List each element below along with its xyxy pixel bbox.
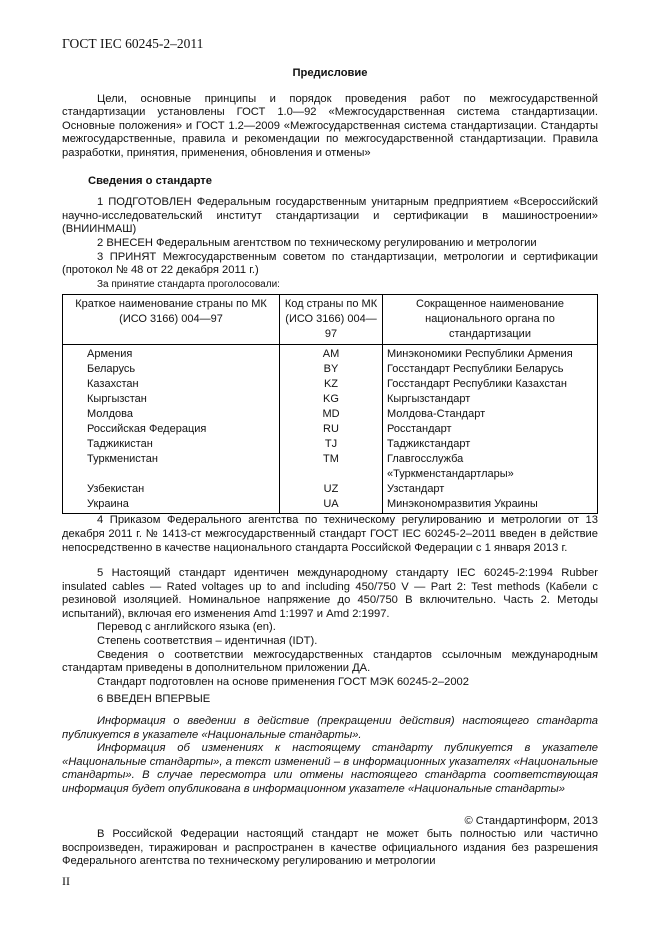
table-row [63, 392, 598, 407]
body-cell: Главгосслужба [383, 452, 598, 467]
item-5: 5 Настоящий стандарт идентичен международному стандарту IEC 60245-2:1994 Rubber insulated cables — Rated voltages up to and including 450/750 V — Part 2: Test methods (Кабели с резиновой изоляцией. Номинальное напряжение до 450/750 В включительно. Часть 2. Методы испытаний), включая его изменения Amd 1:1997 и Amd 2:1997. [62, 567, 598, 620]
header-body: Сокращенное наименование национального органа по стандартизации [383, 295, 598, 345]
code-cell: AM [280, 345, 383, 363]
body-cell: Минэкономразвития Украины [383, 497, 598, 514]
table-header-row [63, 295, 598, 345]
country-cell: Кыргызстан [63, 392, 280, 407]
code-cell: RU [280, 422, 383, 437]
document-header: ГОСТ IEC 60245-2–2011 [62, 36, 204, 51]
body-cell: «Туркменстандартлары» [383, 467, 598, 482]
page-number: II [62, 874, 70, 888]
table-row [63, 452, 598, 467]
degree-note: Степень соответствия – идентичная (IDT). [97, 635, 318, 648]
countries-table [62, 294, 598, 514]
country-cell: Туркменистан [63, 452, 280, 467]
translation-note: Перевод с английского языка (en). [97, 621, 276, 634]
notice-1: Информация о введении в действие (прекращении действия) настоящего стандарта публикуется в указателе «Национальные стандарты». [62, 715, 598, 741]
copyright-mark: © Стандартинформ, 2013 [464, 814, 598, 827]
country-cell: Украина [63, 497, 280, 514]
table-row [63, 345, 598, 363]
country-cell: Таджикистан [63, 437, 280, 452]
body-cell: Таджикстандарт [383, 437, 598, 452]
code-cell [280, 467, 383, 482]
table-row [63, 362, 598, 377]
body-cell: Кыргызстандарт [383, 392, 598, 407]
body-cell: Молдова-Стандарт [383, 407, 598, 422]
foreword-paragraph: Цели, основные принципы и порядок проведения работ по межгосударственной стандартизации установлены ГОСТ 1.0—92 «Межгосударственная система стандартизации. Основные положения» и ГОСТ 1.2—2009 «Межгосударственная система стандартизации. Стандарты межгосударственные, правила и рекомендации по межгосударственной стандартизации. Правила разработки, принятия, применения, обновления и отмены» [62, 92, 598, 159]
country-cell: Узбекистан [63, 482, 280, 497]
foreword-title: Предисловие [292, 67, 368, 79]
code-cell: KZ [280, 377, 383, 392]
body-cell: Госстандарт Республики Казахстан [383, 377, 598, 392]
table-row [63, 422, 598, 437]
code-cell: TJ [280, 437, 383, 452]
table-body [63, 345, 598, 514]
code-cell: TM [280, 452, 383, 467]
annex-note: Сведения о соответствии межгосударственных стандартов ссылочным международным стандартам приведены в дополнительном приложении ДА. [62, 648, 598, 675]
info-item-3: 3 ПРИНЯТ Межгосударственным советом по стандартизации, метрологии и сертификации (протокол № 48 от 22 декабря 2011 г.) [62, 250, 598, 277]
table-row [63, 497, 598, 514]
code-cell: KG [280, 392, 383, 407]
country-cell: Беларусь [63, 362, 280, 377]
body-cell: Росстандарт [383, 422, 598, 437]
code-cell: BY [280, 362, 383, 377]
header-country: Краткое наименование страны по МК (ИСО 3166) 004—97 [63, 295, 280, 345]
info-item-2: 2 ВНЕСЕН Федеральным агентством по техническому регулированию и метрологии [97, 236, 537, 249]
basis-note: Стандарт подготовлен на основе применения ГОСТ МЭК 60245-2–2002 [97, 675, 469, 688]
table-row [63, 437, 598, 452]
notice-2: Информация об изменениях к настоящему стандарту публикуется в указателе «Национальные стандарты», а текст изменений – в информационных указателях «Национальные стандарты». В случае пересмотра или отмены настоящего стандарта соответствующая информация будет опубликована в информационном указателе «Национальные стандарты» [62, 742, 598, 795]
country-cell: Армения [63, 345, 280, 363]
country-cell [63, 467, 280, 482]
info-item-1: 1 ПОДГОТОВЛЕН Федеральным государственным унитарным предприятием «Всероссийский научно-исследовательский институт стандартизации и сертификации в машиностроении» (ВНИИНМАШ) [62, 196, 598, 236]
voted-label: За принятие стандарта проголосовали: [97, 278, 280, 290]
item-6: 6 ВВЕДЕН ВПЕРВЫЕ [97, 693, 211, 706]
body-cell: Госстандарт Республики Беларусь [383, 362, 598, 377]
body-cell: Узстандарт [383, 482, 598, 497]
body-cell: Минэкономики Республики Армения [383, 345, 598, 363]
code-cell: UZ [280, 482, 383, 497]
page-content [62, 67, 598, 869]
country-cell: Казахстан [63, 377, 280, 392]
code-cell: MD [280, 407, 383, 422]
table-row [63, 482, 598, 497]
code-cell: UA [280, 497, 383, 514]
country-cell: Молдова [63, 407, 280, 422]
item-4: 4 Приказом Федерального агентства по техническому регулированию и метрологии от 13 декабря 2011 г. № 1413-ст межгосударственный стандарт ГОСТ IEC 60245-2–2011 введен в действие непосредственно в качестве национального стандарта Российской Федерации с 1 января 2013 г. [62, 514, 598, 554]
table-row [63, 407, 598, 422]
table-row [63, 467, 598, 482]
table-row [63, 377, 598, 392]
country-cell: Российская Федерация [63, 422, 280, 437]
copyright-text: В Российской Федерации настоящий стандарт не может быть полностью или частично воспроизведен, тиражирован и распространен в качестве официального издания без разрешения Федерального агентства по техническому регулированию и метрологии [62, 828, 598, 868]
header-code: Код страны по МК (ИСО 3166) 004—97 [280, 295, 383, 345]
info-title: Сведения о стандарте [88, 174, 212, 187]
